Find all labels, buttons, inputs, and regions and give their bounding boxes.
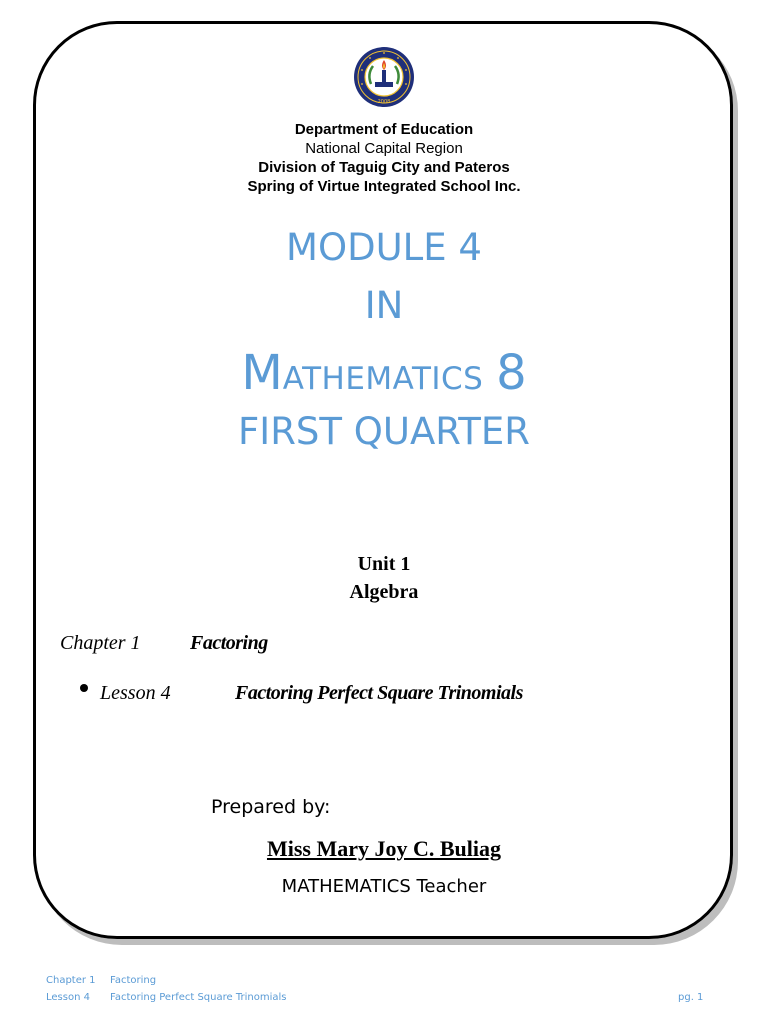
header-block <box>0 120 768 196</box>
footer-chapter-name: Factoring <box>110 975 157 986</box>
subject-rest: ATHEMATICS <box>282 361 484 397</box>
header-school: Spring of Virtue Integrated School Inc. <box>247 178 521 195</box>
lesson-name: Factoring Perfect Square Trinomials <box>235 682 523 704</box>
subject-title <box>0 345 768 401</box>
module-in: IN <box>364 284 404 327</box>
footer-lesson-label: Lesson 4 <box>46 992 90 1003</box>
subject-grade: 8 <box>496 345 527 401</box>
subject-initial: M <box>241 345 283 401</box>
author-name <box>0 836 768 862</box>
lesson-bullet <box>80 684 88 692</box>
unit-number: Unit 1 <box>357 553 411 575</box>
chapter-label: Chapter 1 <box>60 632 141 654</box>
header-division: Division of Taguig City and Pateros <box>258 159 510 176</box>
header-department: Department of Education <box>294 121 474 138</box>
unit-name: Algebra <box>349 581 419 603</box>
footer-lesson-name: Factoring Perfect Square Trinomials <box>110 992 287 1003</box>
chapter-name: Factoring <box>190 632 268 654</box>
header-region: National Capital Region <box>305 140 463 157</box>
school-seal-logo <box>353 46 415 108</box>
module-title: MODULE 4 <box>286 226 482 269</box>
author-name-text: Miss Mary Joy C. Buliag <box>266 836 502 861</box>
lesson-label: Lesson 4 <box>100 682 171 704</box>
seal-year: 2008 <box>377 99 391 105</box>
footer-chapter-label: Chapter 1 <box>46 975 96 986</box>
footer-page-number: pg. 1 <box>678 992 704 1003</box>
author-role: MATHEMATICS Teacher <box>281 876 487 897</box>
prepared-by-label: Prepared by: <box>211 796 331 818</box>
quarter-title: FIRST QUARTER <box>238 410 530 453</box>
